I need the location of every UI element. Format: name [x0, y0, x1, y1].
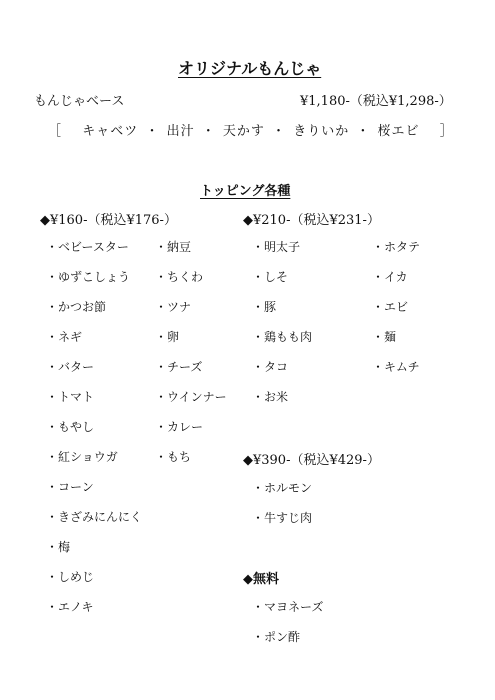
topping-item: ・ちくわ	[155, 270, 204, 284]
ingredients-line	[48, 120, 454, 139]
group-header-160: ◆¥160-（税込¥176-）	[40, 213, 177, 228]
topping-item: ・納豆	[155, 240, 192, 254]
group-header-free: ◆無料	[243, 572, 279, 587]
topping-item: ・明太子	[252, 240, 301, 254]
topping-item: ・カレー	[155, 420, 204, 434]
topping-item: ・キムチ	[372, 360, 420, 374]
topping-item: ・もち	[155, 450, 192, 464]
toppings-title: トッピング各種	[200, 184, 291, 199]
topping-item: ・トマト	[46, 390, 95, 404]
topping-item: ・ウインナー	[155, 390, 227, 404]
topping-item: ・きざみにんにく	[46, 510, 143, 524]
topping-item: ・ベビースター	[46, 240, 129, 254]
topping-item: ・梅	[46, 540, 71, 554]
ingredient-separator: ・	[272, 124, 287, 139]
topping-item: ・ツナ	[155, 300, 192, 314]
topping-item: ・しめじ	[46, 570, 95, 584]
topping-item: ・バター	[46, 360, 95, 374]
menu-title: オリジナルもんじゃ	[178, 59, 322, 78]
ingredients-bracket-open: ［	[48, 124, 63, 139]
topping-item: ・コーン	[46, 480, 94, 494]
ingredient-separator: ・	[145, 124, 160, 139]
topping-item: ・お米	[252, 390, 289, 404]
ingredient: 出汁	[166, 124, 195, 139]
topping-item: ・タコ	[252, 360, 289, 374]
topping-item: ・イカ	[372, 270, 408, 284]
topping-item: ・ホタテ	[372, 240, 421, 254]
topping-item: ・ネギ	[46, 330, 83, 344]
topping-item: ・マヨネーズ	[252, 600, 324, 614]
topping-item: ・紅ショウガ	[46, 450, 118, 464]
topping-item: ・しそ	[252, 270, 289, 284]
ingredient: キャベツ	[82, 124, 139, 139]
topping-item: ・卵	[155, 330, 180, 344]
topping-item: ・ポン酢	[252, 630, 301, 644]
ingredient-separator: ・	[201, 124, 216, 139]
ingredients-bracket-close: ］	[439, 124, 454, 139]
base-price: ¥1,180-（税込¥1,298-）	[300, 94, 452, 109]
topping-item: ・ゆずこしょう	[46, 270, 131, 284]
group-header-390: ◆¥390-（税込¥429-）	[243, 453, 380, 468]
ingredient: 桜エビ	[377, 124, 420, 139]
topping-item: ・もやし	[46, 420, 95, 434]
ingredient-separator: ・	[356, 124, 371, 139]
base-label: もんじゃベース	[34, 94, 125, 109]
topping-item: ・エノキ	[46, 600, 94, 614]
topping-item: ・牛すじ肉	[252, 511, 313, 525]
ingredient: 天かす	[222, 124, 265, 139]
group-header-210: ◆¥210-（税込¥231-）	[243, 213, 380, 228]
topping-item: ・鶏もも肉	[252, 330, 313, 344]
topping-item: ・かつお節	[46, 300, 107, 314]
topping-item: ・豚	[252, 300, 277, 314]
topping-item: ・エビ	[372, 300, 409, 314]
topping-item: ・チーズ	[155, 360, 203, 374]
topping-item: ・麺	[372, 330, 397, 344]
topping-item: ・ホルモン	[252, 481, 313, 495]
ingredient: きりいか	[293, 124, 350, 139]
